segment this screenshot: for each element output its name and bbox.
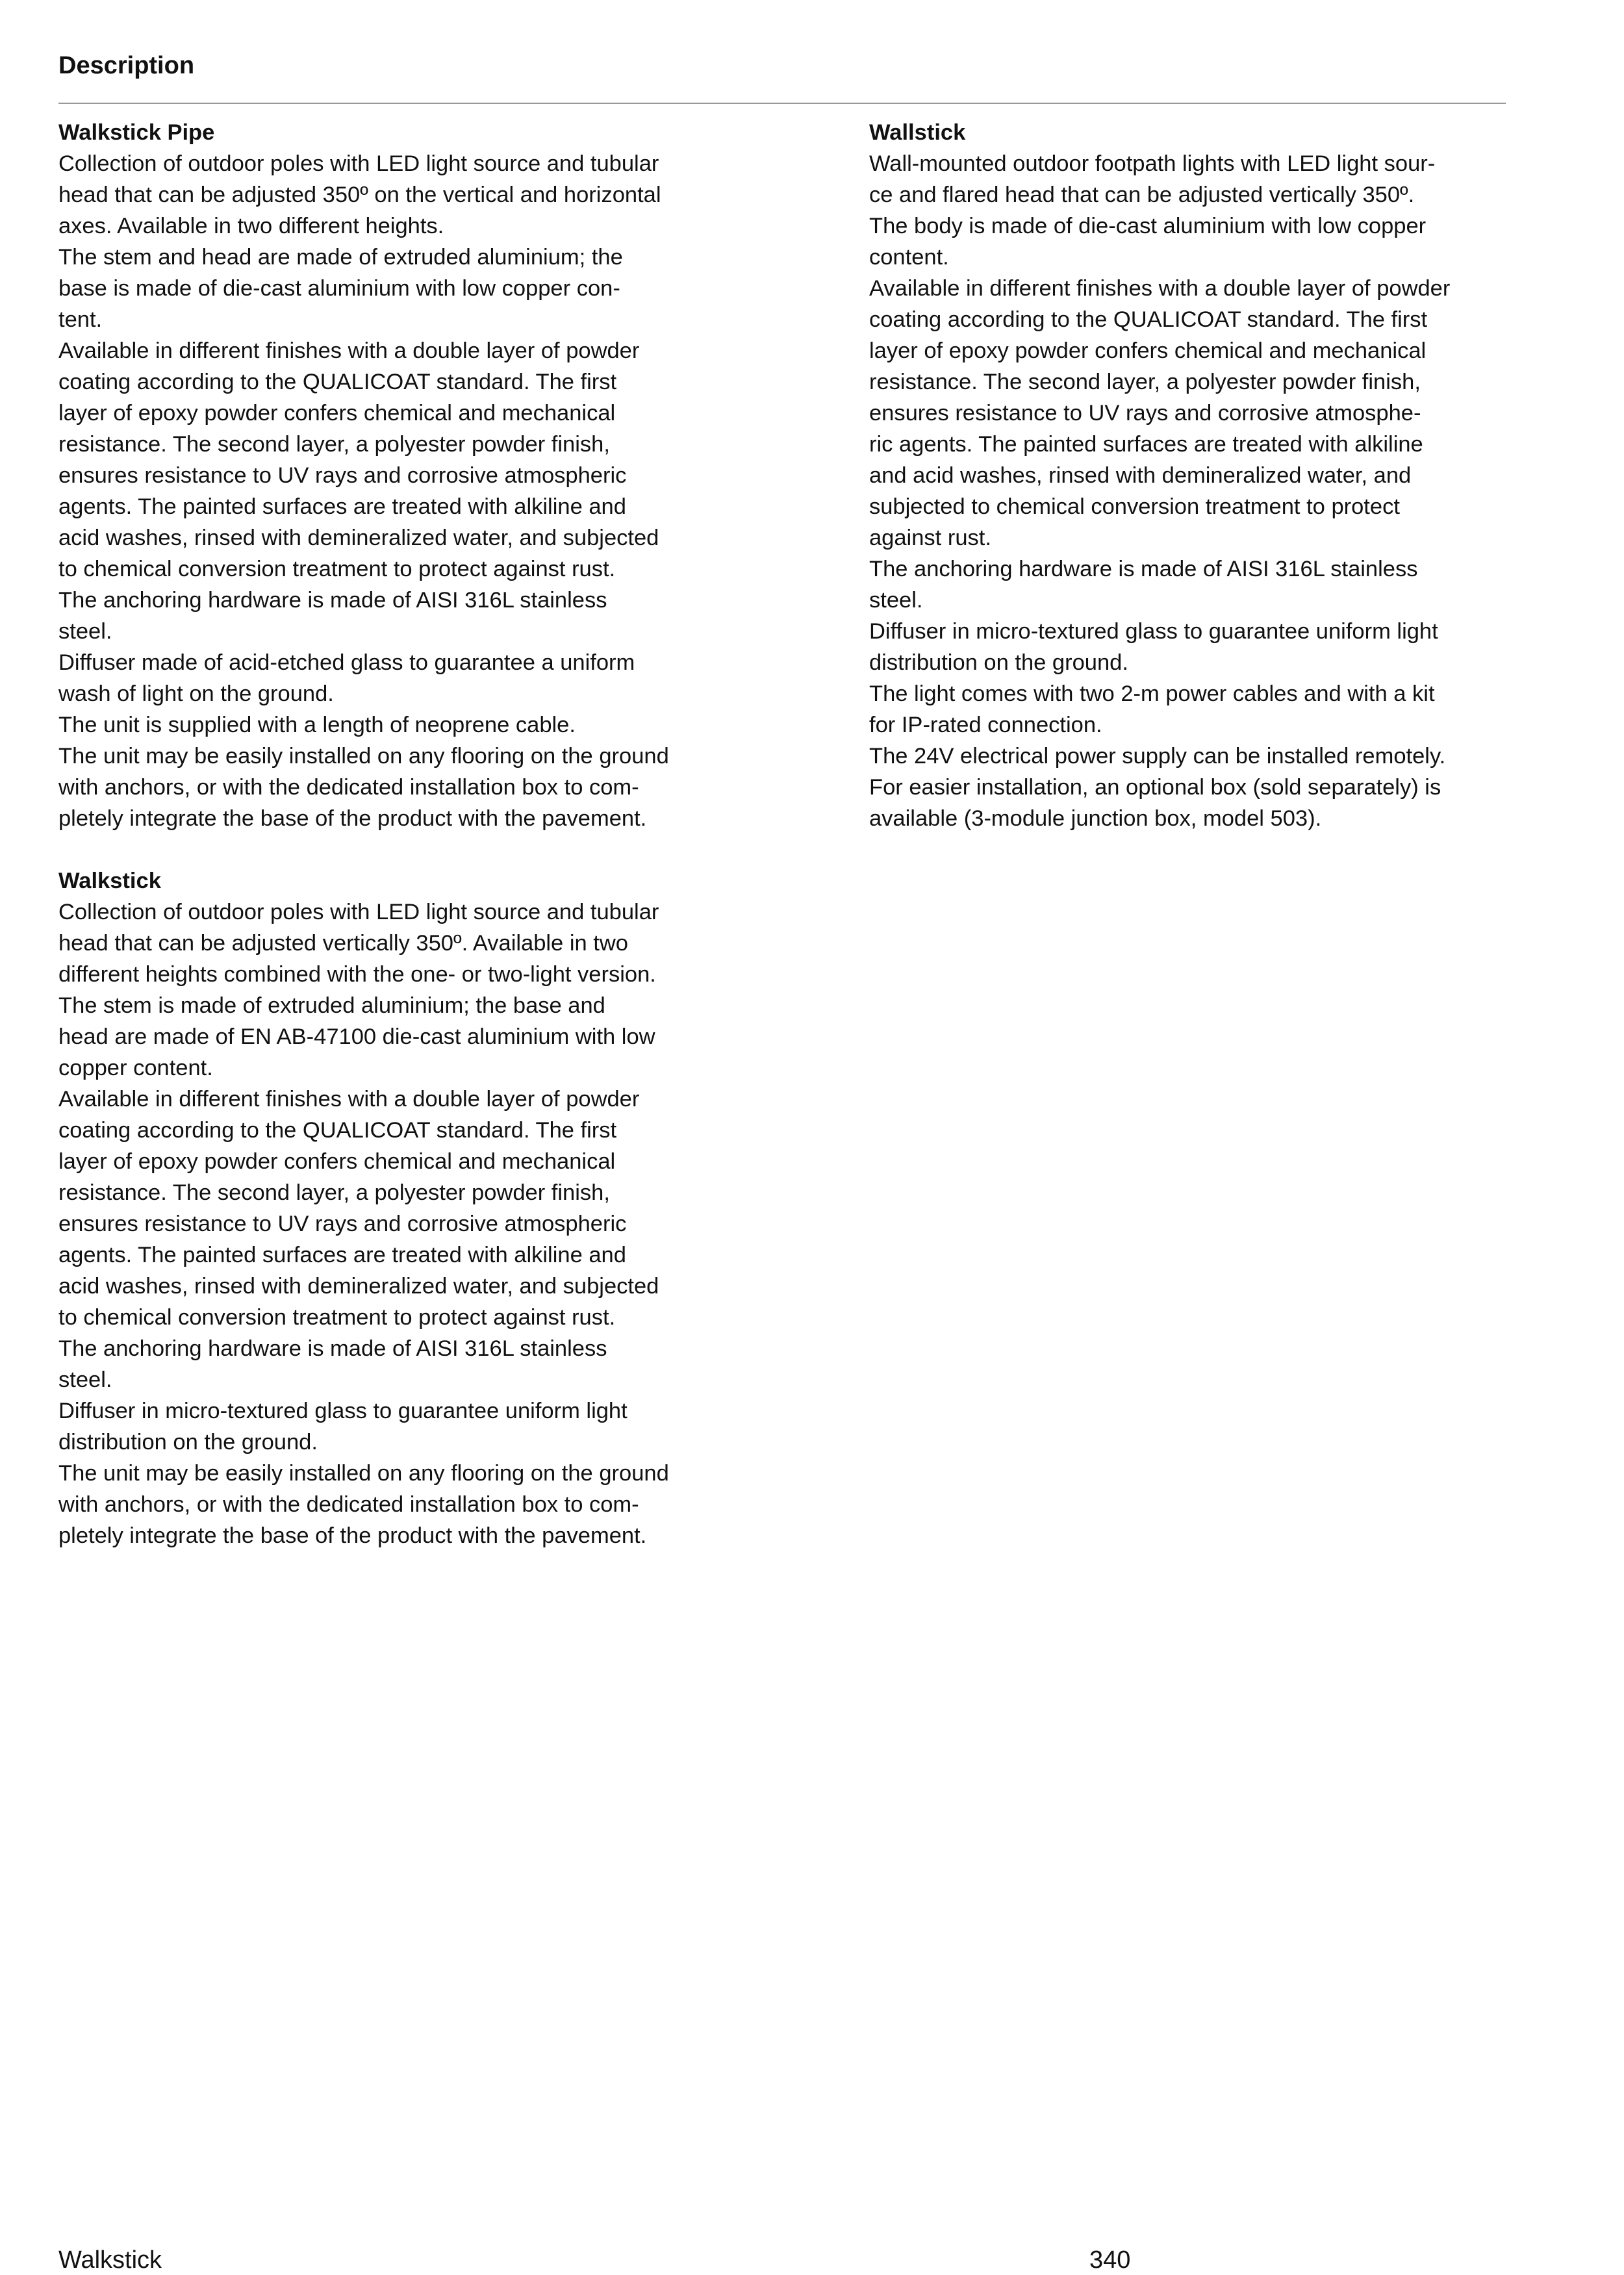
section-walkstick-pipe bbox=[58, 117, 734, 834]
paragraph: Available in different finishes with a double layer of powder coating according to the QUALICOAT standard. The first layer of epoxy powder confers chemical and mechanical resistance. The second layer, a polyester powder finish, ensures resistance to UV rays and corrosive atmosphe- ric agents. The painted surfaces are treated with alkiline and acid washes, rinsed with demineralized water, and subjected to chemical conversion treatment to protect against rust. bbox=[869, 276, 1451, 550]
paragraph: The unit is supplied with a length of neoprene cable. bbox=[58, 713, 576, 737]
right-column bbox=[869, 117, 1545, 865]
page-title: Description bbox=[58, 52, 195, 79]
section-title: Wallstick bbox=[869, 120, 966, 145]
paragraph: The unit may be easily installed on any flooring on the ground with anchors, or with the dedicated installation box to com- pletely integrate the base of the product with the pavement. bbox=[58, 744, 669, 831]
paragraph: The 24V electrical power supply can be installed remotely. bbox=[869, 744, 1446, 769]
paragraph: Diffuser in micro-textured glass to guarantee uniform light distribution on the ground. bbox=[869, 619, 1438, 675]
section-title: Walkstick Pipe bbox=[58, 120, 215, 145]
paragraph: Collection of outdoor poles with LED light source and tubular head that can be adjusted 350º on the vertical and horizontal axes. Available in two different heights. bbox=[58, 151, 661, 238]
paragraph: Diffuser made of acid-etched glass to guarantee a uniform wash of light on the ground. bbox=[58, 650, 635, 706]
paragraph: The anchoring hardware is made of AISI 316L stainless steel. bbox=[869, 557, 1418, 613]
section-title: Walkstick bbox=[58, 869, 161, 893]
paragraph: Diffuser in micro-textured glass to guarantee uniform light distribution on the ground. bbox=[58, 1399, 628, 1455]
paragraph: For easier installation, an optional box (sold separately) is available (3-module junction box, model 503). bbox=[869, 775, 1441, 831]
paragraph: The light comes with two 2-m power cables and with a kit for IP-rated connection. bbox=[869, 681, 1435, 737]
footer-product-name: Walkstick bbox=[58, 2246, 162, 2274]
paragraph: Available in different finishes with a double layer of powder coating according to the QUALICOAT standard. The first layer of epoxy powder confers chemical and mechanical resistance. The second layer, a polyester powder finish, ensures resistance to UV rays and corrosive atmospheric agents. The painted surfaces are treated with alkiline and acid washes, rinsed with demineralized water, and subjected to chemical conversion treatment to protect against rust. bbox=[58, 338, 659, 581]
page-number: 340 bbox=[1089, 2246, 1131, 2274]
paragraph: The anchoring hardware is made of AISI 316L stainless steel. bbox=[58, 588, 607, 644]
section-walkstick bbox=[58, 865, 734, 1551]
paragraph: The body is made of die-cast aluminium with low copper content. bbox=[869, 214, 1427, 270]
left-column bbox=[58, 117, 734, 1582]
header-divider bbox=[58, 103, 1506, 104]
section-wallstick bbox=[869, 117, 1545, 834]
paragraph: Wall-mounted outdoor footpath lights with LED light sour- ce and flared head that can be adjusted vertically 350º. bbox=[869, 151, 1436, 207]
paragraph: Collection of outdoor poles with LED light source and tubular head that can be adjusted vertically 350º. Available in two different heights combined with the one- or two-light version. bbox=[58, 900, 659, 987]
paragraph: The anchoring hardware is made of AISI 316L stainless steel. bbox=[58, 1336, 607, 1392]
paragraph: The stem and head are made of extruded aluminium; the base is made of die-cast aluminium with low copper con- tent. bbox=[58, 245, 623, 332]
paragraph: Available in different finishes with a double layer of powder coating according to the QUALICOAT standard. The first layer of epoxy powder confers chemical and mechanical resistance. The second layer, a polyester powder finish, ensures resistance to UV rays and corrosive atmospheric agents. The painted surfaces are treated with alkiline and acid washes, rinsed with demineralized water, and subjected to chemical conversion treatment to protect against rust. bbox=[58, 1087, 659, 1330]
paragraph: The stem is made of extruded aluminium; the base and head are made of EN AB-47100 die-cast aluminium with low copper content. bbox=[58, 993, 655, 1080]
paragraph: The unit may be easily installed on any flooring on the ground with anchors, or with the dedicated installation box to com- pletely integrate the base of the product with the pavement. bbox=[58, 1461, 669, 1548]
